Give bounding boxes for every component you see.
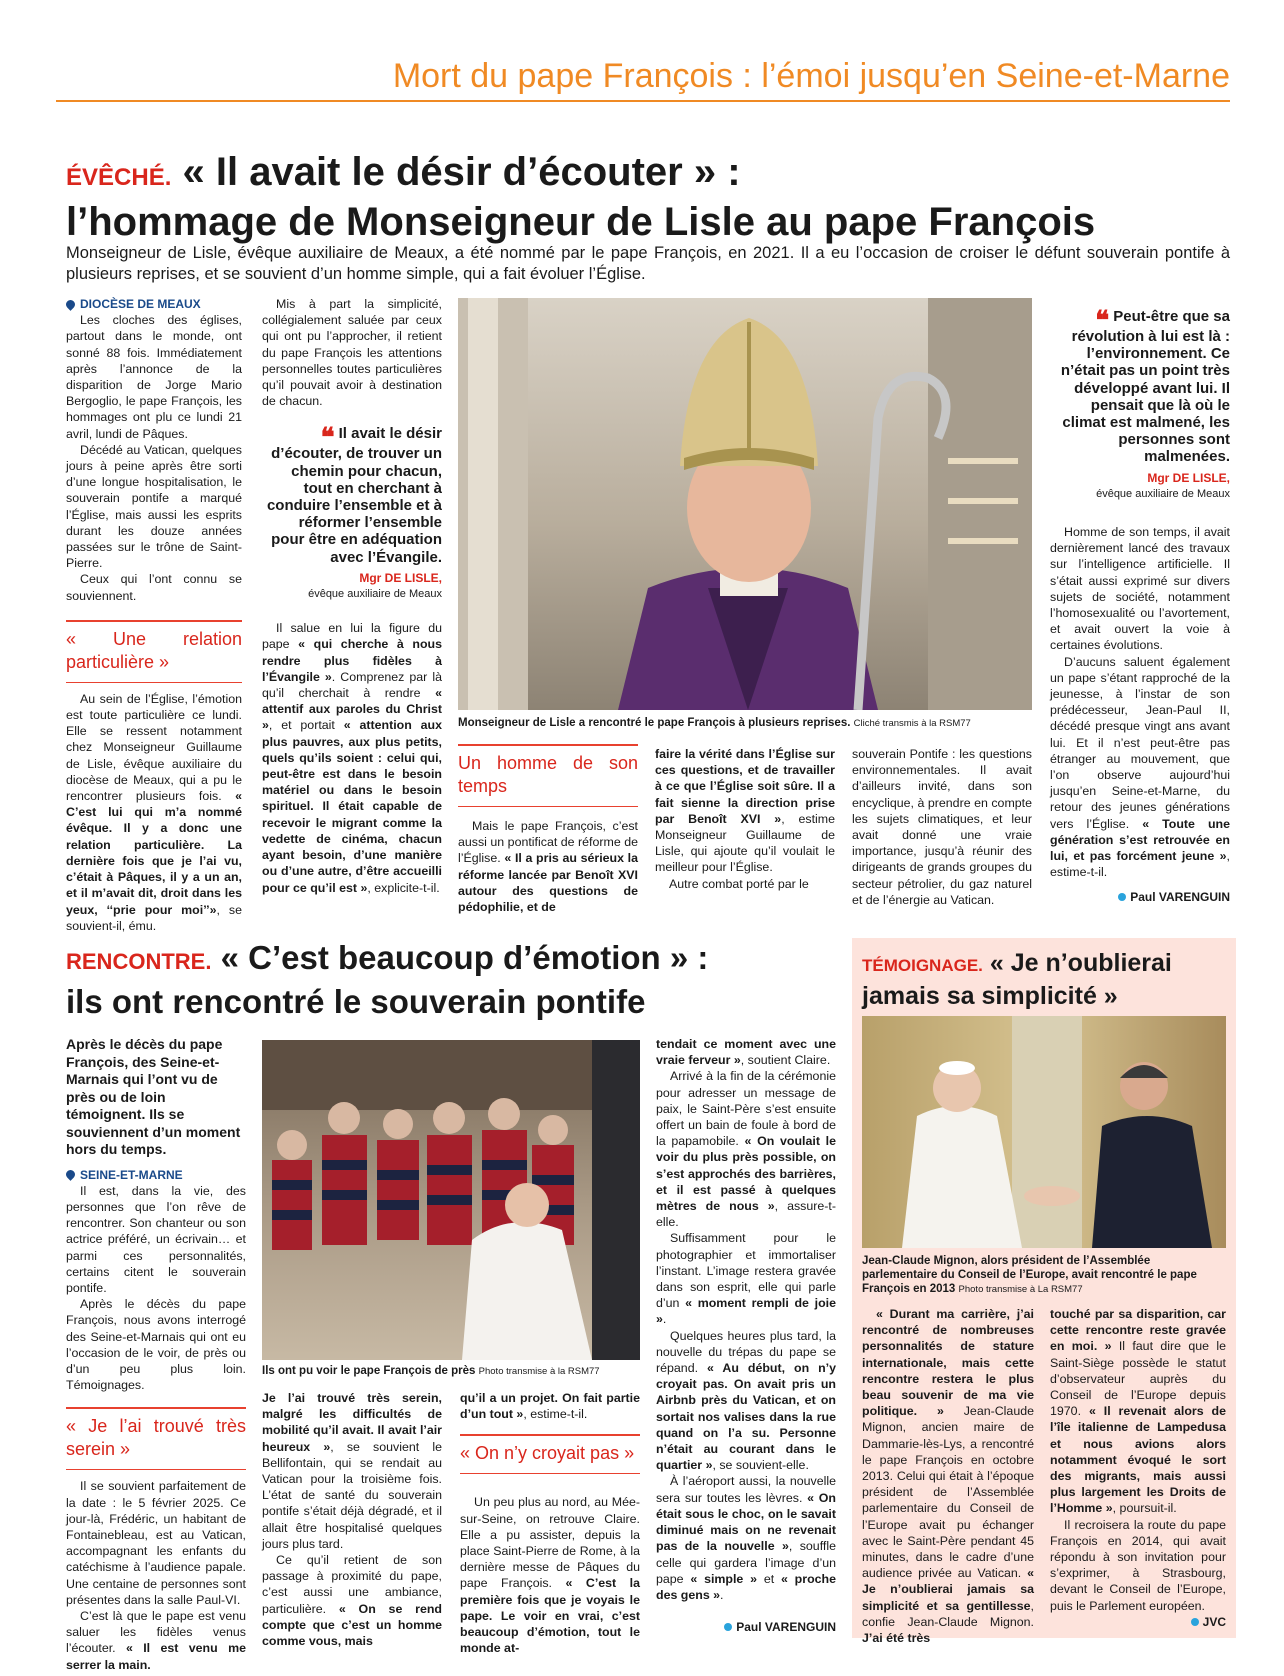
article3-col2-p2: Il recroisera la route du pape François en 2014, qui avait répondu à son invitation pour s’exprimer, à Strasbourg, devant le Conseil de l’Europe, puis le Parlement européen. <box>1050 1517 1226 1613</box>
article2-col1-p3: Il se souvient parfaitement de la date : le 5 février 2025. Ce jour-là, Frédéric, un habitant de Fontainebleau, est au Vatican, accompagnant les enfants du catéchisme à l’audience papale. Une centaine de personnes sont présentes dans la salle Paul-VI. <box>66 1479 246 1607</box>
bishop-photo <box>458 298 1032 710</box>
article1-col5-p1: Homme de son temps, il avait dernièrement lancé des travaux sur l’intelligence artificielle. Il s’était aussi exprimé sur divers sujets de société, notamment l’homosexualité ou l’avortement, et avait ouvert la voie à certaines évolutions. <box>1050 525 1230 653</box>
article2-col2 <box>262 1390 442 1649</box>
article2-col1-p1: Il est, dans la vie, des personnes que l’on rêve de rencontrer. Son chanteur ou son actrice préféré, un écrivain… et parmi ces personnalités, certains citent le souverain pontife. <box>66 1183 246 1295</box>
article3-headline-line1: « Je n’oublierai <box>989 949 1172 977</box>
bishop-photo-illustration <box>458 298 1032 710</box>
article1-kicker: ÉVÊCHÉ. <box>66 164 172 191</box>
article2-col2-p2: Ce qu’il retient de son passage à proximité du pape, c’est aussi une ambiance, particulière. « On se rend compte que c’est un homme comme vous, mais <box>262 1553 442 1649</box>
quote-mark-icon: ❝ <box>320 423 335 454</box>
article2-col2-p1: Je l’ai trouvé très serein, malgré les difficultés de mobilité qu’il avait. Il avait l’air heureux », se souvient le Bellifontain, qui se rendait au Vatican pour la troisième fois. L’état de santé du souverain pontife s’était déjà dégradé, et il allait être hospitalisé quelques jours plus tard. <box>262 1391 442 1551</box>
bishop-photo-caption: Monseigneur de Lisle a rencontré le pape François à plusieurs reprises. Cliché transmis à la RSM77 <box>458 717 971 729</box>
article1-col3 <box>458 744 638 815</box>
article1-col4-p1-start: Autre combat porté par le <box>669 876 809 891</box>
article3-col2 <box>1050 1306 1226 1630</box>
article2-col4 <box>656 1036 836 1603</box>
article3-col1-p1: « Durant ma carrière, j’ai rencontré de nombreuses personnalités de stature internationale, mais cette rencontre restera le plus beau souvenir de ma vie politique. » Jean-Claude Mignon, ancien maire de Dammarie-lès-Lys, a rencontré le pape François en octobre 2013. Celui qui était à l’époque président de l’Assemblée parlementaire du Conseil de l’Europe avait pu échanger avec le Saint-Père pendant 45 minutes, dans le cadre d’une audience privée au Vatican. « Je n’oublierai jamais sa simplicité et sa gentillesse, confie Jean-Claude Mignon. J’ai été très <box>862 1307 1034 1646</box>
article2-subhead1: « Je l’ai trouvé très serein » <box>66 1407 246 1470</box>
article1-col2-p1: Mis à part la simplicité, collégialement saluée par ceux qui ont pu l’approcher, il retient du pape François les attentions personnelles toutes particulières qu’il pouvait avoir à destination de chacun. <box>262 297 442 409</box>
article2-col1 <box>66 1036 246 1673</box>
article1-col4 <box>852 746 1032 908</box>
quote1-role: évêque auxiliaire de Meaux <box>308 588 442 601</box>
quote2-role: évêque auxiliaire de Meaux <box>1096 487 1230 500</box>
article1-col4-p1: souverain Pontife : les questions environnementales. Il avait d’ailleurs invité, dans son encyclique, à prendre en compte les sujets climatiques, et leur avait donné une vraie importance, jusqu’à réunir des dirigeants de grands groupes du secteur pétrolier, du gaz naturel et de l’énergie au Vatican. <box>852 747 1032 907</box>
article1-headline-line1: « Il avait le désir d’écouter » : <box>182 150 741 194</box>
article2-col4-p3: Quelques heures plus tard, la nouvelle du trépas du pape se répand. « Au début, on n’y croyait pas. On avait pris un Airbnb près du Vatican, et on sortait nos valises dans la rue quand on l’a su. Personne n’était au courant dans le quartier », se souvient-elle. <box>656 1328 836 1473</box>
article2-col4-p1: Arrivé à la fin de la cérémonie pour adresser un message de paix, le Saint-Père s’est ensuite offert un bain de foule à bord de la papamobile. « On voulait le voir du plus près possible, on s’est approchés des barrières, et il est passé à quelques mètres de nous », assure-t-elle. <box>656 1069 836 1230</box>
article2-headline-line2: ils ont rencontré le souverain pontife <box>66 983 646 1020</box>
article1-col2-p2: Il salue en lui la figure du pape « qui cherche à nous rendre plus fidèles à l’Évangile ». Comprenez par là qu’il cherchait à rendre « attentif aux paroles du Christ », et portait « attention aux plus pauvres, aux plus petits, quels qu’ils soient : celui qui, peut-être est dans le besoin matériel ou dans le besoin spirituel. Il était capable de recevoir le migrant comme la vedette de cinéma, chacun ayant besoin, d’une manière ou d’une autre, d’être accueilli pour ce qu’il est », explicite-t-il. <box>262 621 442 895</box>
article3-col1 <box>862 1306 1034 1646</box>
location-pin-icon <box>64 1168 77 1181</box>
article1-col3-p1-start: Mais le pape François, c’est aussi un pontificat de réforme de l’Église. « Il a pris au sérieux la réforme lancée par Benoît XVI autour des questions de pédophilie, et de <box>458 819 638 915</box>
article2-col4-p2: Suffisamment pour le photographier et immortaliser l’instant. L’image restera gravée dans son esprit, elle qui parle d’un « moment rempli de joie ». <box>656 1231 836 1327</box>
article2-chapo: Après le décès du pape François, des Seine-et-Marnais qui l’ont vu de près ou de loin témoignent. Ils se souviennent d’un moment hors du temps. <box>66 1036 241 1157</box>
article1-signature: Paul VARENGUIN <box>1050 889 1230 905</box>
article3-headline-line2: jamais sa simplicité » <box>862 982 1118 1010</box>
article2-col3 <box>460 1390 640 1656</box>
article1-col5-p2: D’aucuns saluent également un pape s’étant rapproché de la jeunesse, à l’instar de son prédécesseur, Jean-Paul II, décédé presque vingt ans avant lui. Et il n’est peut-être pas étranger au mouvement, que l’on observe aujourd’hui jusqu’en Seine-et-Marne, du retour des jeunes générations vers l’Église. « Toute une génération s’est retrouvée en lui, et pas forcément jeune », estime-t-il. <box>1050 654 1230 880</box>
pope-mignon-photo <box>862 1016 1226 1248</box>
bullet-dot-icon <box>1191 1618 1199 1626</box>
article3-kicker: TÉMOIGNAGE. <box>862 956 983 975</box>
article1-col3-p1-cont: faire la vérité dans l’Église sur ces questions, et de travailler à ce que l’Église soit sûre. Il a fait sienne la direction prise par Benoît XVI », estime Monseigneur Guillaume de Lisle, qui ajoute qu’il voulait le meilleur pour l’Église. <box>655 747 835 875</box>
article2-col3-p2-cont: tendait ce moment avec une vraie ferveur », soutient Claire. <box>656 1037 836 1068</box>
article1-headline <box>66 150 1236 244</box>
article2-col1-p2: Après le décès du pape François, nous avons interrogé des Seine-et-Marnais qui ont eu l’occasion de le voir, de près ou d’un peu plus loin. Témoignages. <box>66 1297 246 1393</box>
article1-subhead1: « Une relation particulière » <box>66 620 242 683</box>
article2-signature: Paul VARENGUIN <box>656 1620 836 1634</box>
article1-col1-p1: Les cloches des églises, partout dans le monde, ont sonné 88 fois. Immédiatement après l’annonce de la disparition de Jorge Mario Bergoglio, le pape François, les hommages ont plu ce lundi 21 avril, lundi de Pâques. <box>66 313 242 441</box>
article2-headline-line1: « C’est beaucoup d’émotion » : <box>220 939 709 976</box>
article1-pullquote1: ❝ Il avait le désir d’écouter, de trouver un chemin pour chacun, tout en cherchant à conduire l’ensemble et à réformer l’ensemble pour être en adéquation avec l’Évangile. Mgr DE LISLE, évêque auxiliaire de Meaux <box>262 425 442 602</box>
quote1-author: Mgr DE LISLE, <box>359 570 442 585</box>
article3-col2-p1: touché par sa disparition, car cette rencontre reste gravée en moi. » Il faut dire que le Saint-Siège possède le statut d’observateur auprès du Conseil de l’Europe depuis 1970. « Il revenait alors de l’île italienne de Lampedusa et nous avions alors notamment évoqué le sort des migrants, mais aussi plus largement les Droits de l’Homme », poursuit-il. <box>1050 1307 1226 1516</box>
article1-col1-p3: Ceux qui l’ont connu se souviennent. <box>66 572 242 603</box>
article3-headline <box>862 948 1232 1011</box>
article2-col3-p1: qu’il a un projet. On fait partie d’un tout », estime-t-il. <box>460 1391 640 1422</box>
audience-photo-illustration <box>262 1040 640 1360</box>
bullet-dot-icon <box>724 1623 732 1631</box>
article1-col3b <box>655 746 835 892</box>
pope-mignon-caption: Jean-Claude Mignon, alors président de l’Assemblée parlementaire du Conseil de l’Europe, avait rencontré le pape François en 2013 Photo transmise à La RSM77 <box>862 1255 1197 1295</box>
page-title-rule <box>56 100 1230 102</box>
article2-place: SEINE-ET-MARNE <box>66 1167 246 1183</box>
audience-photo <box>262 1040 640 1360</box>
article1-pullquote2: ❝ Peut-être que sa révolution à lui est là : l’environnement. Ce n’était pas un point très développé avant lui. Il pensait que là où le climat est malmené, les personnes sont malmenées. Mgr DE LISLE, évêque auxiliaire de Meaux <box>1050 308 1230 502</box>
article2-headline <box>66 938 846 1022</box>
article3-signature: JVC <box>1050 1614 1226 1630</box>
article1-place: DIOCÈSE DE MEAUX <box>66 296 242 312</box>
article2-kicker: RENCONTRE. <box>66 949 212 974</box>
article1-col1-p4: Au sein de l’Église, l’émotion est toute particulière ce lundi. Elle se ressent notamment chez Monseigneur Guillaume de Lisle, évêque auxiliaire du diocèse de Meaux, qui a pu le rencontrer plusieurs fois. « C’est lui qui m’a nommé évêque. Il y a donc une relation particulière. La dernière fois que je l’ai vu, c’était à Pâques, il y a un an, et il m’avait dit, droit dans les yeux, ‘‘prie pour moi’’», se souvient-il, ému. <box>66 691 242 933</box>
article1-headline-line2: l’hommage de Monseigneur de Lisle au pape François <box>66 200 1096 244</box>
article1-col5 <box>1050 308 1230 905</box>
article1-col1 <box>66 296 242 934</box>
article1-col1-p2: Décédé au Vatican, quelques jours à peine après être sorti d’une longue hospitalisation, le souverain pontife a marqué l’Église, mais aussi les esprits durant les douze années passées sur le trône de Saint-Pierre. <box>66 442 242 571</box>
article1-chapo: Monseigneur de Lisle, évêque auxiliaire de Meaux, a été nommé par le pape François, en 2021. Il a eu l’occasion de croiser le défunt souverain pontife à plusieurs reprises, et se souvient d’un homme simple, qui a fait évoluer l’Église. <box>66 244 1230 283</box>
article2-col4-p4: À l’aéroport aussi, la nouvelle sera sur toutes les lèvres. « On était sous le choc, on le savait diminué mais on ne revenait pas de la nouvelle », souffle celle qui gardera l’image d’un pape « simple » et « proche des gens ». <box>656 1474 836 1602</box>
audience-photo-caption: Ils ont pu voir le pape François de près Photo transmise à la RSM77 <box>262 1365 600 1377</box>
location-pin-icon <box>64 298 77 311</box>
quote-mark-icon: ❝ <box>1095 306 1110 336</box>
pope-mignon-photo-illustration <box>862 1016 1226 1248</box>
article2-col3-p2: Un peu plus au nord, au Mée-sur-Seine, on retrouve Claire. Elle a pu assister, depuis la place Saint-Pierre de Rome, à la dernière messe de Pâques du pape François. « C’est la première fois que je voyais le pape. Le voir en vrai, c’est beaucoup d’émotion, tout le monde at- <box>460 1495 640 1656</box>
quote2-author: Mgr DE LISLE, <box>1147 470 1230 485</box>
article1-col3-text <box>458 818 638 915</box>
page-title: Mort du pape François : l’émoi jusqu’en Seine-et-Marne <box>392 57 1230 95</box>
article1-subhead2: Un homme de son temps <box>458 744 638 807</box>
article1-col2 <box>262 296 442 896</box>
article2-subhead2: « On n’y croyait pas » <box>460 1434 640 1474</box>
article2-col1-p4: C’est là que le pape est venu saluer les fidèles venus l’écouter. « Il est venu me serrer la main. <box>66 1608 246 1672</box>
bullet-dot-icon <box>1118 893 1126 901</box>
